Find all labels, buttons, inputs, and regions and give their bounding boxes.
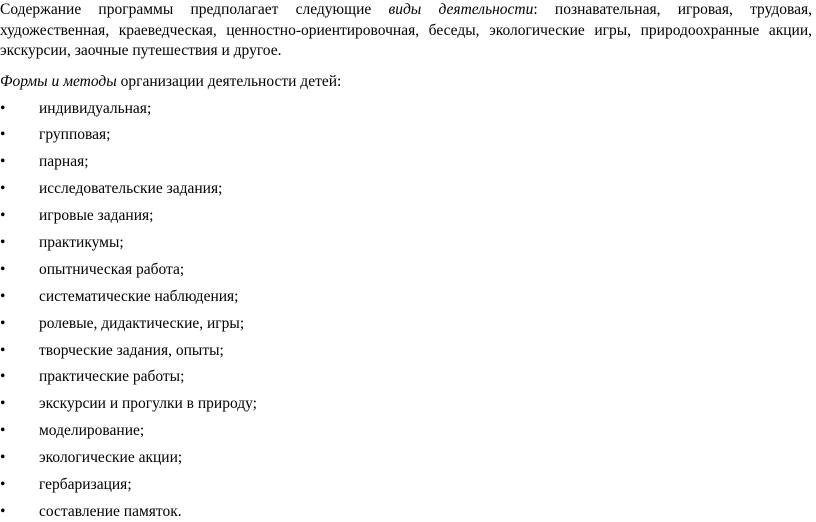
list-item	[0, 253, 812, 280]
bullet-icon: •	[0, 314, 6, 332]
methods-heading-term: Формы и методы	[0, 72, 117, 90]
list-item	[0, 441, 812, 468]
list-item-text: групповая;	[39, 126, 111, 144]
list-item	[0, 226, 812, 253]
list-item	[0, 468, 812, 495]
intro-lead: Содержание программы предполагает следующие	[0, 1, 389, 18]
methods-heading	[0, 72, 812, 92]
list-item-text: практикумы;	[39, 233, 124, 251]
list-item	[0, 414, 812, 441]
bullet-icon: •	[0, 341, 6, 359]
list-item	[0, 307, 812, 334]
intro-term: виды деятельности	[388, 1, 534, 18]
intro-paragraph	[0, 0, 812, 62]
bullet-icon: •	[0, 207, 6, 225]
bullet-icon: •	[0, 153, 6, 171]
list-item-text: парная;	[39, 153, 89, 171]
list-item-text: гербаризация;	[39, 475, 132, 493]
list-item	[0, 387, 812, 414]
list-item	[0, 145, 812, 172]
list-item-text: опытническая работа;	[39, 260, 185, 278]
bullet-icon: •	[0, 422, 6, 440]
list-item	[0, 199, 812, 226]
bullet-icon: •	[0, 126, 6, 144]
list-item-text: практические работы;	[39, 368, 185, 386]
list-item-text: моделирование;	[39, 422, 145, 440]
list-item-text: игровые задания;	[39, 207, 154, 225]
list-item	[0, 172, 812, 199]
list-item-text: экологические акции;	[39, 449, 183, 467]
list-item	[0, 92, 812, 119]
intro-rest: : познавательная, игровая, трудовая, художественная, краеведческая, ценностно-ориентировочная, беседы, экологические игры, природоохранные акции, экскурсии, заочные путешествия и другое.	[0, 1, 812, 59]
list-item-text: индивидуальная;	[39, 99, 152, 117]
bullet-icon: •	[0, 502, 6, 520]
bullet-icon: •	[0, 260, 6, 278]
list-item	[0, 280, 812, 307]
methods-list	[0, 92, 812, 522]
bullet-icon: •	[0, 180, 6, 198]
methods-heading-rest: организации деятельности детей:	[116, 72, 342, 90]
bullet-icon: •	[0, 287, 6, 305]
list-item	[0, 334, 812, 361]
list-item-text: экскурсии и прогулки в природу;	[39, 395, 257, 413]
list-item-text: составление памяток.	[39, 502, 182, 520]
list-item	[0, 495, 812, 522]
bullet-icon: •	[0, 233, 6, 251]
bullet-icon: •	[0, 475, 6, 493]
bullet-icon: •	[0, 99, 6, 117]
list-item	[0, 360, 812, 387]
list-item-text: ролевые, дидактические, игры;	[39, 314, 245, 332]
list-item-text: исследовательские задания;	[39, 180, 223, 198]
list-item-text: систематические наблюдения;	[39, 287, 239, 305]
bullet-icon: •	[0, 368, 6, 386]
list-item	[0, 118, 812, 145]
bullet-icon: •	[0, 395, 6, 413]
bullet-icon: •	[0, 449, 6, 467]
list-item-text: творческие задания, опыты;	[39, 341, 224, 359]
